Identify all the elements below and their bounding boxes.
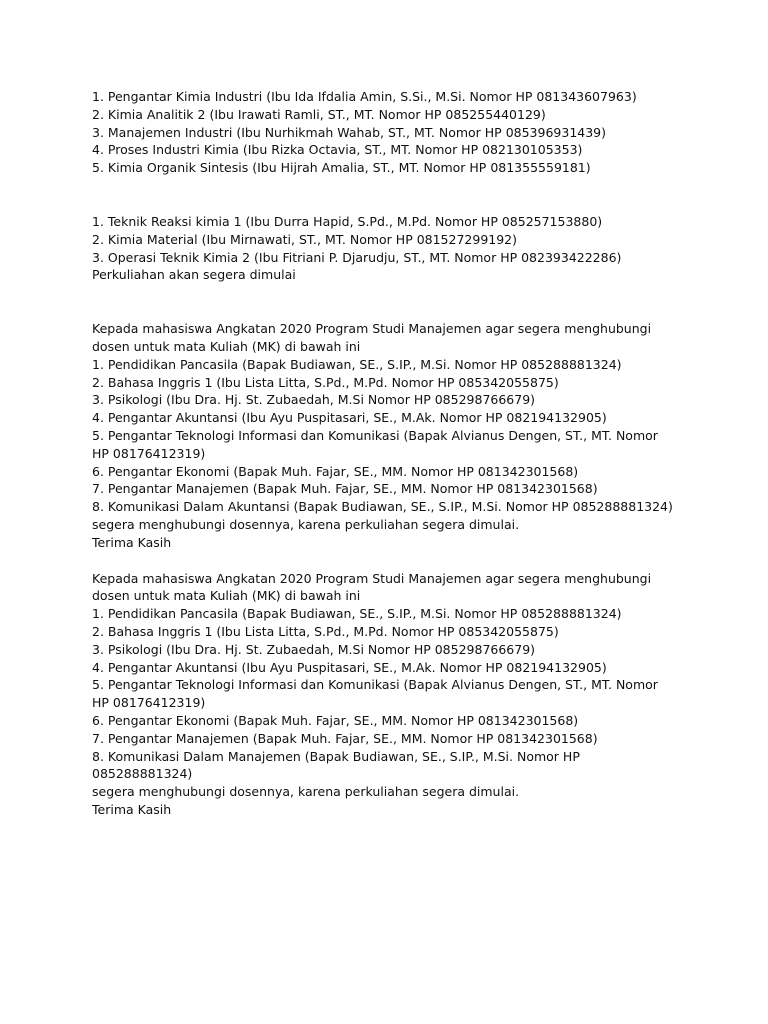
text-block-manajemen-2	[92, 570, 692, 819]
text-line: segera menghubungi dosennya, karena perkuliahan segera dimulai.	[92, 784, 520, 800]
text-line: 6. Pengantar Ekonomi (Bapak Muh. Fajar, SE., MM. Nomor HP 081342301568)	[92, 463, 579, 479]
text-line: 6. Pengantar Ekonomi (Bapak Muh. Fajar, SE., MM. Nomor HP 081342301568)	[92, 712, 579, 728]
text-line: 1. Teknik Reaksi kimia 1 (Ibu Durra Hapid, S.Pd., M.Pd. Nomor HP 085257153880)	[92, 213, 603, 229]
text-line: 3. Psikologi (Ibu Dra. Hj. St. Zubaedah, M.Si Nomor HP 085298766679)	[92, 392, 536, 408]
text-line: Kepada mahasiswa Angkatan 2020 Program Studi Manajemen agar segera menghubungi	[92, 321, 652, 337]
text-line: 2. Bahasa Inggris 1 (Ibu Lista Litta, S.Pd., M.Pd. Nomor HP 085342055875)	[92, 374, 559, 390]
text-line: 8. Komunikasi Dalam Akuntansi (Bapak Budiawan, SE., S.IP., M.Si. Nomor HP 085288881324)	[92, 499, 673, 515]
text-block-manajemen-1	[92, 320, 692, 551]
text-line: dosen untuk mata Kuliah (MK) di bawah ini	[92, 588, 361, 604]
block-spacer	[92, 177, 692, 213]
text-line: 8. Komunikasi Dalam Manajemen (Bapak Budiawan, SE., S.IP., M.Si. Nomor HP	[92, 748, 580, 764]
text-block-teknik-kimia	[92, 213, 692, 284]
text-line: 4. Pengantar Akuntansi (Ibu Ayu Puspitasari, SE., M.Ak. Nomor HP 082194132905)	[92, 659, 607, 675]
text-line: 7. Pengantar Manajemen (Bapak Muh. Fajar, SE., MM. Nomor HP 081342301568)	[92, 730, 598, 746]
text-line: 1. Pengantar Kimia Industri (Ibu Ida Ifdalia Amin, S.Si., M.Si. Nomor HP 081343607963)	[92, 89, 637, 104]
text-line: Terima Kasih	[92, 534, 172, 550]
text-block-kimia-industri	[92, 88, 692, 177]
text-line: 3. Psikologi (Ibu Dra. Hj. St. Zubaedah, M.Si Nomor HP 085298766679)	[92, 641, 536, 657]
text-line: HP 08176412319)	[92, 445, 206, 461]
text-line: 2. Bahasa Inggris 1 (Ibu Lista Litta, S.Pd., M.Pd. Nomor HP 085342055875)	[92, 623, 559, 639]
text-line: 2. Kimia Material (Ibu Mirnawati, ST., MT. Nomor HP 081527299192)	[92, 231, 518, 247]
text-line: 2. Kimia Analitik 2 (Ibu Irawati Ramli, ST., MT. Nomor HP 085255440129)	[92, 106, 546, 122]
text-line: 7. Pengantar Manajemen (Bapak Muh. Fajar, SE., MM. Nomor HP 081342301568)	[92, 481, 598, 497]
document-page	[92, 88, 692, 819]
text-line: 5. Kimia Organik Sintesis (Ibu Hijrah Amalia, ST., MT. Nomor HP 081355559181)	[92, 160, 591, 176]
text-line: 5. Pengantar Teknologi Informasi dan Komunikasi (Bapak Alvianus Dengen, ST., MT. Nomor	[92, 427, 658, 443]
text-line: 4. Pengantar Akuntansi (Ibu Ayu Puspitasari, SE., M.Ak. Nomor HP 082194132905)	[92, 410, 607, 426]
text-line: 1. Pendidikan Pancasila (Bapak Budiawan, SE., S.IP., M.Si. Nomor HP 085288881324)	[92, 606, 622, 622]
text-line: 4. Proses Industri Kimia (Ibu Rizka Octavia, ST., MT. Nomor HP 082130105353)	[92, 142, 583, 158]
text-line: segera menghubungi dosennya, karena perkuliahan segera dimulai.	[92, 516, 520, 532]
text-line: 3. Operasi Teknik Kimia 2 (Ibu Fitriani P. Djarudju, ST., MT. Nomor HP 082393422286)	[92, 249, 622, 265]
text-line: Kepada mahasiswa Angkatan 2020 Program Studi Manajemen agar segera menghubungi	[92, 570, 652, 586]
text-line: 1. Pendidikan Pancasila (Bapak Budiawan, SE., S.IP., M.Si. Nomor HP 085288881324)	[92, 356, 622, 372]
text-line: Terima Kasih	[92, 801, 172, 817]
block-spacer	[92, 284, 692, 320]
text-line: 085288881324)	[92, 766, 193, 782]
text-line: 3. Manajemen Industri (Ibu Nurhikmah Wahab, ST., MT. Nomor HP 085396931439)	[92, 124, 607, 140]
text-line: Perkuliahan akan segera dimulai	[92, 267, 296, 283]
text-line: dosen untuk mata Kuliah (MK) di bawah ini	[92, 338, 361, 354]
block-spacer	[92, 552, 692, 570]
text-line: 5. Pengantar Teknologi Informasi dan Komunikasi (Bapak Alvianus Dengen, ST., MT. Nomor	[92, 677, 658, 693]
text-line: HP 08176412319)	[92, 695, 206, 711]
